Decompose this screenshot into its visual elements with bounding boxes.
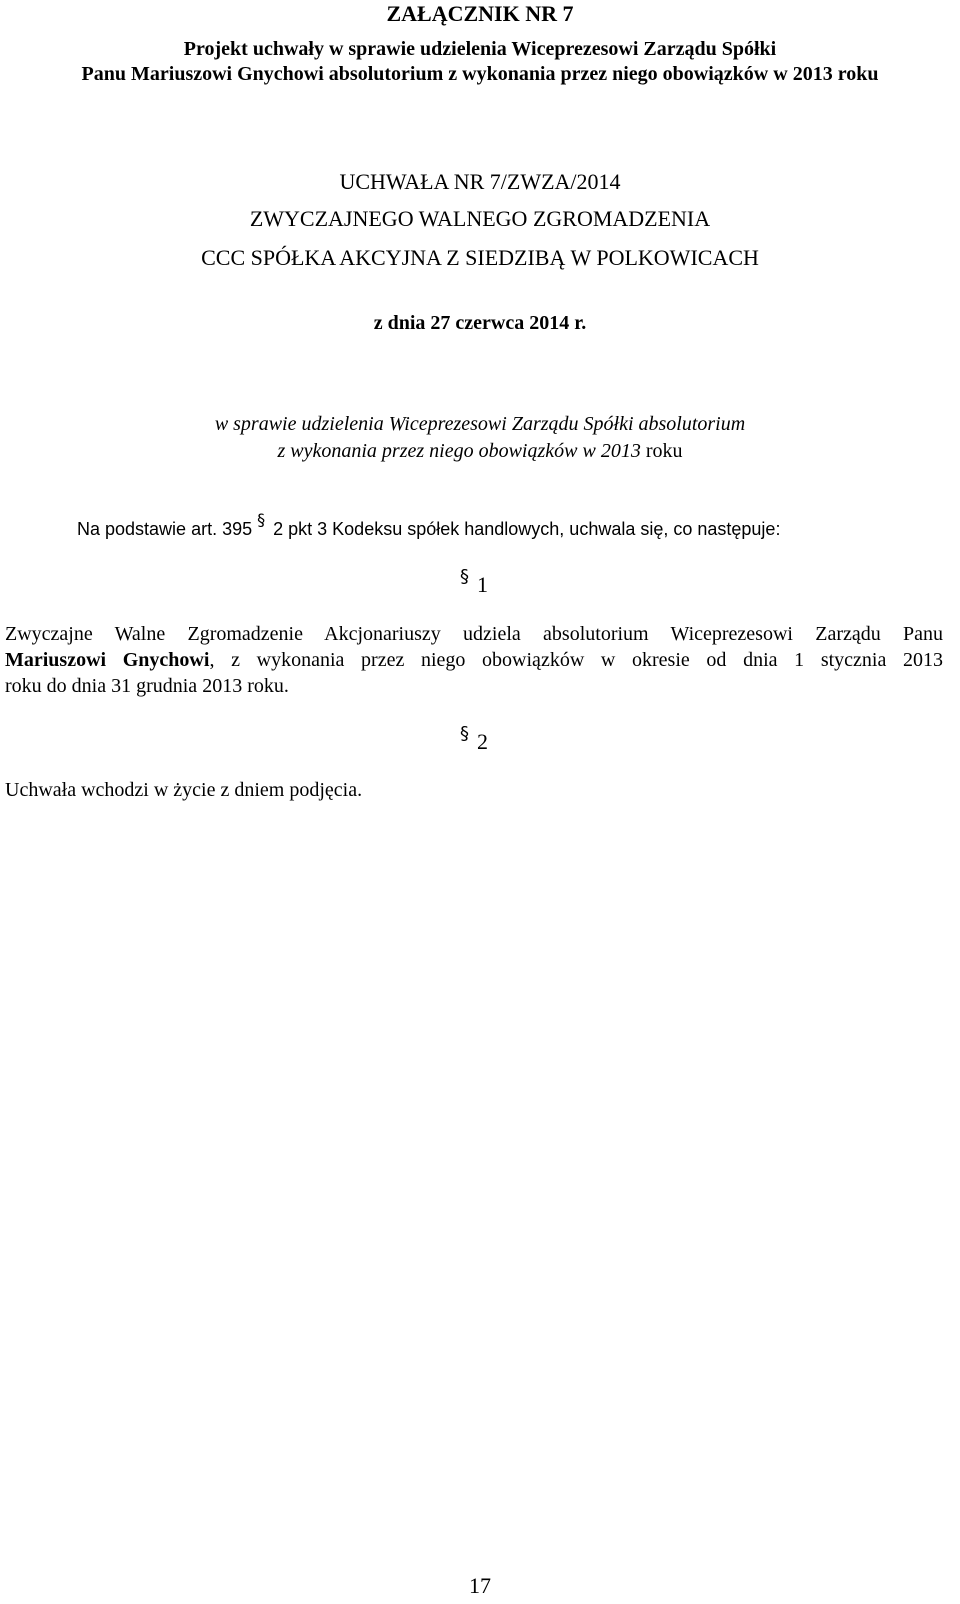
legal-basis (77, 510, 781, 539)
resolution-company: CCC SPÓŁKA AKCYJNA Z SIEDZIBĄ W POLKOWICACH (201, 245, 759, 270)
attachment-title: ZAŁĄCZNIK NR 7 (386, 1, 574, 26)
section-2-heading (460, 723, 488, 754)
legal-basis-start: Na podstawie art. (77, 519, 223, 539)
section-1-heading (460, 566, 488, 597)
section-2-number: 2 (477, 729, 488, 754)
project-title-line-2: Panu Mariuszowi Gnychowi absolutorium z wykonania przez niego obowiązków w 2013 roku (81, 63, 879, 85)
paragraph-sign-icon: § (257, 510, 266, 529)
legal-basis-article: 395 (222, 519, 258, 539)
resolution-body: ZWYCZAJNEGO WALNEGO ZGROMADZENIA (249, 206, 711, 231)
section-1-line-1: Zwyczajne Walne Zgromadzenie Akcjonariuszy udziela absolutorium Wiceprezesowi Zarządu Panu (5, 623, 943, 645)
resolution-subject-plain: roku (640, 440, 683, 462)
resolution-date: z dnia 27 czerwca 2014 r. (373, 312, 587, 334)
section-1-line-2 (5, 647, 943, 673)
resolution-subject-line-2 (0, 441, 960, 461)
project-title-line-1: Projekt uchwały w sprawie udzielenia Wiceprezesowi Zarządu Spółki (183, 38, 777, 60)
resolution-subject-italic: z wykonania przez niego obowiązków w 2013 (277, 440, 641, 462)
resolution-subject-line-1: w sprawie udzielenia Wiceprezesowi Zarządu Spółki absolutorium (214, 413, 746, 435)
section-1-line-2-rest: , z wykonania przez niego obowiązków w okresie od dnia 1 stycznia 2013 (209, 649, 943, 671)
page-number: 17 (469, 1573, 491, 1598)
section-2-text: Uchwała wchodzi w życie z dniem podjęcia. (5, 779, 363, 801)
section-1-line-3: roku do dnia 31 grudnia 2013 roku. (5, 675, 289, 697)
section-1-name: Mariuszowi Gnychowi (5, 649, 210, 671)
legal-basis-rest: 2 pkt 3 Kodeksu spółek handlowych, uchwala się, co następuje: (273, 519, 781, 539)
section-1-paragraph (5, 621, 943, 699)
section-1-number: 1 (477, 572, 488, 597)
section-sign-icon: § (460, 566, 469, 587)
section-sign-icon: § (460, 723, 469, 744)
resolution-number: UCHWAŁA NR 7/ZWZA/2014 (339, 169, 621, 194)
